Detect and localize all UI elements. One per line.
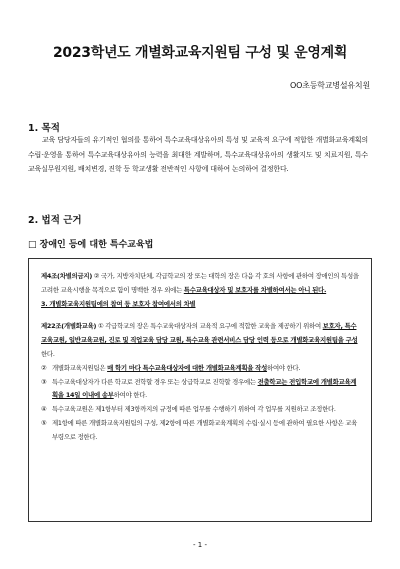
article-22-para-3: ③ 특수교육대상자가 다른 학교로 전학할 경우 또는 상급학교로 진학할 경우에는 전출학교는 전입학교에 개별화교육계획을 14일 이내에 송부하여야 한다. <box>41 377 357 400</box>
article-22-para-2: ② 개별화교육지원팀은 매 학기 마다 특수교육대상자에 대한 개별화교육계획을 작성하여야 한다. <box>41 363 301 372</box>
article-4: 제4조(차별의금지) ② 국가, 지방자치단체, 각급학교의 장 또는 대학의 장은 다음 각 호의 사항에 관하여 장애인의 특성을 고려한 교육시행을 목적으로 함이 명백한 경우 외에는 특수교육대상자 및 보호자를 차별하여서는 아니 된다. <box>41 272 359 294</box>
page-number: - 1 - <box>193 541 207 549</box>
article-4-label: 제4조(차별의금지) <box>41 272 93 280</box>
purpose-paragraph: 교육 담당자들의 유기적인 협의를 통하여 특수교육대상유아의 특성 및 교육적 요구에 적합한 개별화교육계획의 수립·운영을 통하여 특수교육대상유아의 능력을 최대한 계발하며, 특수교육대상유아의 생활지도 및 치료지원, 특수교육실무원지원, 배치변경, 진학 등 학교생활 전반적인 사항에 대하여 논의하여 결정한다. <box>28 136 368 173</box>
section-heading-legal-basis: 2. 법적 근거 <box>28 215 82 226</box>
law-excerpt-box <box>28 258 372 522</box>
article-22-para-4: ④ 특수교육교원은 제1항부터 제3항까지의 규정에 따른 업무를 수행하기 위하여 각 업무를 지원하고 조정한다. <box>41 405 336 414</box>
law-title: □ 장애인 등에 대한 특수교육법 <box>28 240 154 250</box>
section-heading-purpose: 1. 목적 <box>28 123 60 134</box>
article-4-underlined: 특수교육대상자 및 보호자를 차별하여서는 아니 된다. <box>183 285 327 294</box>
article-22-label: 제22조(개별화교육) <box>41 322 97 331</box>
article-22-para-5: ⑤ 제1항에 따른 개별화교육지원팀의 구성, 제2항에 따른 개별화교육계획의 수립·실시 등에 관하여 필요한 사항은 교육부령으로 정한다. <box>41 418 358 441</box>
organization-name: OO초등학교병설유치원 <box>290 81 370 90</box>
page-title: 2023학년도 개별화교육지원팀 구성 및 운영계획 <box>52 45 348 61</box>
article-4-item-3: 3. 개별화교육지원팀에의 참여 등 보호자 참여에서의 차별 <box>41 299 196 308</box>
article-22-para-1: 제22조(개별화교육) ① 각급학교의 장은 특수교육대상자의 교육적 요구에 적합한 교육을 제공하기 위하여 보호자, 특수교육교원, 일반교육교원, 진로 및 직업교육 담당 교원, 특수교육 관련서비스 담당 인력 등으로 개별화교육지원팀을 구성한다. <box>41 322 358 358</box>
